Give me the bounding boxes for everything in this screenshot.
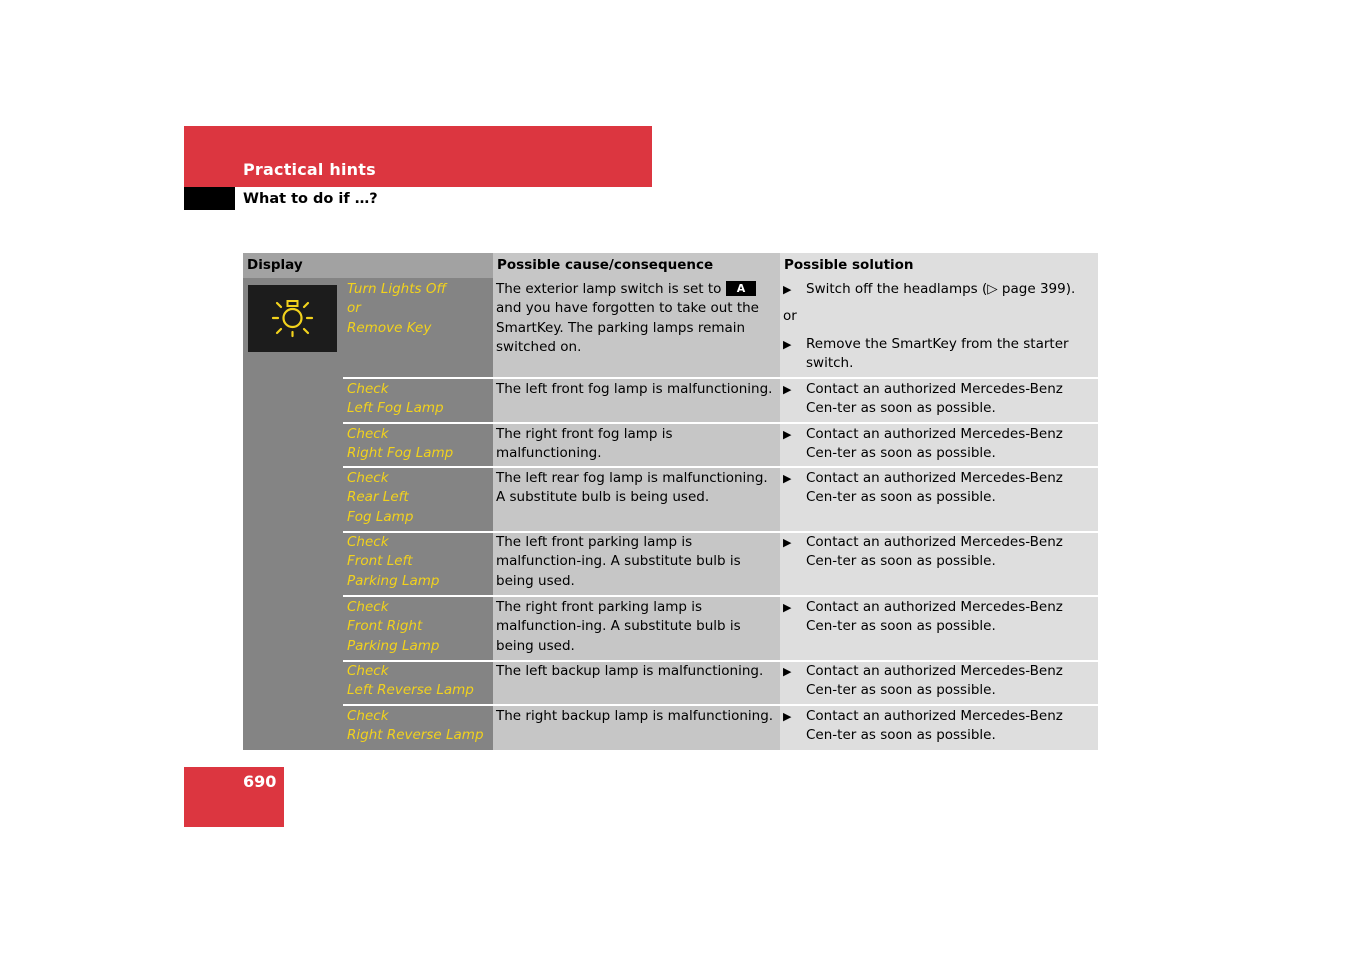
solution-text: ▶ Contact an authorized Mercedes-Benz Cen-ter as soon as possible. — [783, 426, 1063, 462]
subsection-marker — [184, 187, 235, 210]
solution-text: ▶ Contact an authorized Mercedes-Benz Cen-ter as soon as possible. — [783, 599, 1063, 635]
bullet-arrow-icon: ▶ — [783, 710, 792, 723]
cause-text: The left front fog lamp is malfunctioning. — [496, 381, 773, 397]
or-separator: or — [783, 308, 797, 325]
row-separator — [343, 466, 1098, 468]
cause-text: The right front fog lamp is malfunctioning. — [496, 426, 673, 462]
display-message: Check Front Right Parking Lamp — [347, 599, 440, 654]
display-message: Check Right Reverse Lamp — [347, 708, 484, 744]
column-header-solution: Possible solution — [780, 253, 1098, 278]
solution-text: ▶ Contact an authorized Mercedes-Benz Cen-ter as soon as possible. — [783, 381, 1063, 417]
solution-text: ▶ Switch off the headlamps (▷ page 399). or ▶ Remove the SmartKey from the starter switch. — [783, 280, 1098, 374]
cause-text: The right backup lamp is malfunctioning. — [496, 708, 774, 724]
switch-position-a-symbol: A — [726, 281, 757, 296]
solution-text: ▶ Contact an authorized Mercedes-Benz Cen-ter as soon as possible. — [783, 534, 1063, 570]
solution-text: ▶ Contact an authorized Mercedes-Benz Cen-ter as soon as possible. — [783, 663, 1063, 699]
display-message: Check Rear Left Fog Lamp — [347, 470, 414, 525]
subsection-title: What to do if …? — [243, 191, 378, 207]
bullet-arrow-icon: ▶ — [783, 601, 792, 614]
display-message: Check Left Fog Lamp — [347, 381, 444, 417]
display-message: Check Left Reverse Lamp — [347, 663, 474, 699]
cause-text: The left backup lamp is malfunctioning. — [496, 663, 764, 679]
column-header-display: Display — [243, 253, 493, 278]
exterior-lamp-icon — [248, 285, 337, 352]
solution-text: ▶ Contact an authorized Mercedes-Benz Cen-ter as soon as possible. — [783, 470, 1063, 506]
bullet-arrow-icon: ▶ — [783, 472, 792, 485]
display-message: Check Right Fog Lamp — [347, 426, 454, 462]
display-message: Check Front Left Parking Lamp — [347, 534, 440, 589]
cause-text: The left rear fog lamp is malfunctioning. A substitute bulb is being used. — [496, 470, 768, 506]
bullet-arrow-icon: ▶ — [783, 283, 792, 296]
display-message: Turn Lights Off or Remove Key — [347, 281, 447, 336]
row-separator — [343, 595, 1098, 597]
page-number: 690 — [243, 772, 277, 791]
bullet-arrow-icon: ▶ — [783, 665, 792, 678]
column-header-cause: Possible cause/consequence — [493, 253, 780, 278]
cause-text: The left front parking lamp is malfunction-ing. A substitute bulb is being used. — [496, 534, 741, 589]
bullet-arrow-icon: ▶ — [783, 383, 792, 396]
bullet-arrow-icon: ▶ — [783, 428, 792, 441]
row-separator — [343, 377, 1098, 379]
solution-text: ▶ Contact an authorized Mercedes-Benz Cen-ter as soon as possible. — [783, 708, 1063, 744]
display-messages-table — [243, 253, 1098, 750]
bullet-arrow-icon: ▶ — [783, 536, 792, 549]
row-separator — [343, 704, 1098, 706]
section-title: Practical hints — [243, 160, 376, 179]
row-separator — [343, 422, 1098, 424]
cause-text: The exterior lamp switch is set to A and you have forgotten to take out the SmartKey. The parking lamps remain switched on. — [496, 281, 759, 356]
cause-text: The right front parking lamp is malfunction-ing. A substitute bulb is being used. — [496, 599, 741, 654]
bullet-arrow-icon: ▶ — [783, 337, 792, 351]
